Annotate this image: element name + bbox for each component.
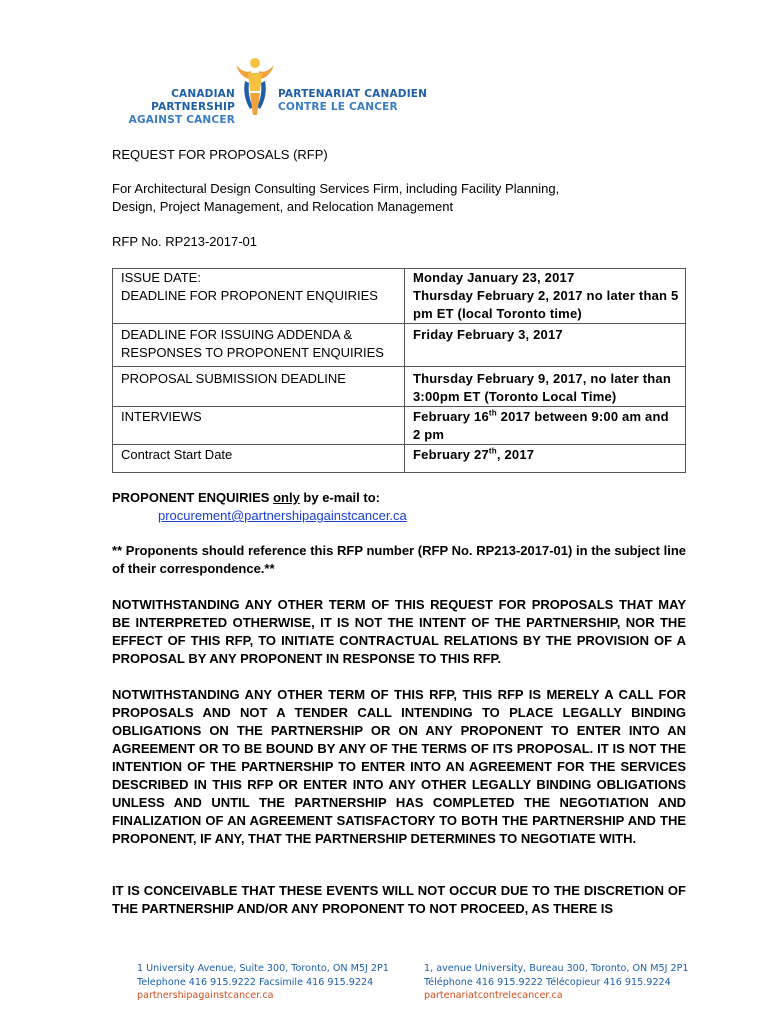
footer-website-link[interactable]: partnershipagainstcancer.ca	[137, 990, 274, 1001]
footer-phone: Telephone 416 915.9222 Facsimile 416 915.9224	[137, 976, 374, 988]
footer-website-link[interactable]: partenariatcontrelecancer.ca	[424, 990, 563, 1001]
schedule-value: Monday January 23, 2017	[413, 270, 575, 285]
logo-french-name: PARTENARIAT CANADIEN CONTRE LE CANCER	[278, 88, 428, 113]
footer-phone: Téléphone 416 915.9222 Télécopieur 416 915.9224	[424, 976, 671, 988]
schedule-value: February 16th 2017 between 9:00 am and 2 pm	[405, 407, 686, 445]
schedule-label: PROPOSAL SUBMISSION DEADLINE	[113, 367, 405, 407]
schedule-value: February 27th, 2017	[405, 445, 686, 473]
footer-english	[137, 962, 389, 1003]
schedule-value: Friday February 3, 2017	[405, 324, 686, 367]
schedule-label: DEADLINE FOR PROPONENT ENQUIRIES	[121, 288, 378, 303]
schedule-label: ISSUE DATE:	[121, 270, 201, 285]
schedule-table	[112, 268, 686, 473]
enquiries-heading: PROPONENT ENQUIRIES only by e-mail to:	[112, 490, 380, 505]
schedule-label: INTERVIEWS	[113, 407, 405, 445]
disclaimer-paragraph-3: IT IS CONCEIVABLE THAT THESE EVENTS WILL NOT OCCUR DUE TO THE DISCRETION OF THE PARTNERSHIP AND/OR ANY PROPONENT TO NOT PROCEED, AS THERE IS	[112, 883, 686, 916]
schedule-label: DEADLINE FOR ISSUING ADDENDA & RESPONSES TO PROPONENT ENQUIRIES	[113, 324, 405, 367]
footer-french	[424, 962, 689, 1003]
schedule-row	[113, 407, 686, 445]
logo-english-name: CANADIAN PARTNERSHIP AGAINST CANCER	[128, 88, 235, 126]
footer-address: 1 University Avenue, Suite 300, Toronto, ON M5J 2P1	[137, 963, 389, 974]
disclaimer-paragraph-1: NOTWITHSTANDING ANY OTHER TERM OF THIS REQUEST FOR PROPOSALS THAT MAY BE INTERPRETED OTHERWISE, IT IS NOT THE INTENT OF THE PARTNERSHIP, NOR THE EFFECT OF THIS RFP, TO INITIATE CONTRACTUAL RELATIONS BY THE PROVISION OF A PROPOSAL BY ANY PROPONENT IN RESPONSE TO THIS RFP.	[112, 597, 686, 666]
schedule-row	[113, 445, 686, 473]
schedule-value: Thursday February 2, 2017 no later than 5 pm ET (local Toronto time)	[413, 288, 679, 321]
procurement-email-link[interactable]: procurement@partnershipagainstcancer.ca	[158, 508, 407, 523]
disclaimer-paragraph-2: NOTWITHSTANDING ANY OTHER TERM OF THIS RFP, THIS RFP IS MERELY A CALL FOR PROPOSALS AND NOT A TENDER CALL INTENDING TO PLACE LEGALLY BINDING OBLIGATIONS ON THE PARTNERSHIP OR ON ANY PROPONENT TO ENTER INTO AN AGREEMENT OR TO BE BOUND BY ANY OF THE TERMS OF ITS PROPOSAL. IT IS NOT THE INTENTION OF THE PARTNERSHIP TO ENTER INTO AN AGREEMENT FOR THE SERVICES DESCRIBED IN THIS RFP OR ENTER INTO ANY OTHER LEGALLY BINDING OBLIGATIONS UNLESS AND UNTIL THE PARTNERSHIP HAS COMPLETED THE NEGOTIATION AND FINALIZATION OF AN AGREEMENT SATISFACTORY TO BOTH THE PARTNERSHIP AND THE PROPONENT, IF ANY, THAT THE PARTNERSHIP DETERMINES TO NEGOTIATE WITH.	[112, 687, 686, 846]
organization-logo	[92, 55, 428, 126]
partnership-emblem-icon	[233, 57, 277, 119]
footer-address: 1, avenue University, Bureau 300, Toronto, ON M5J 2P1	[424, 963, 689, 974]
schedule-row	[113, 324, 686, 367]
document-title: REQUEST FOR PROPOSALS (RFP)	[112, 147, 328, 162]
schedule-row	[113, 367, 686, 407]
document-subtitle: For Architectural Design Consulting Services Firm, including Facility Planning, Design, Project Management, and Relocation Management	[112, 181, 560, 214]
schedule-label: Contract Start Date	[113, 445, 405, 473]
rfp-number: RFP No. RP213-2017-01	[112, 234, 258, 249]
schedule-value: Thursday February 9, 2017, no later than 3:00pm ET (Toronto Local Time)	[405, 367, 686, 407]
reference-note: ** Proponents should reference this RFP number (RFP No. RP213-2017-01) in the subject line of their correspondence.**	[112, 543, 686, 576]
schedule-row	[113, 269, 686, 324]
